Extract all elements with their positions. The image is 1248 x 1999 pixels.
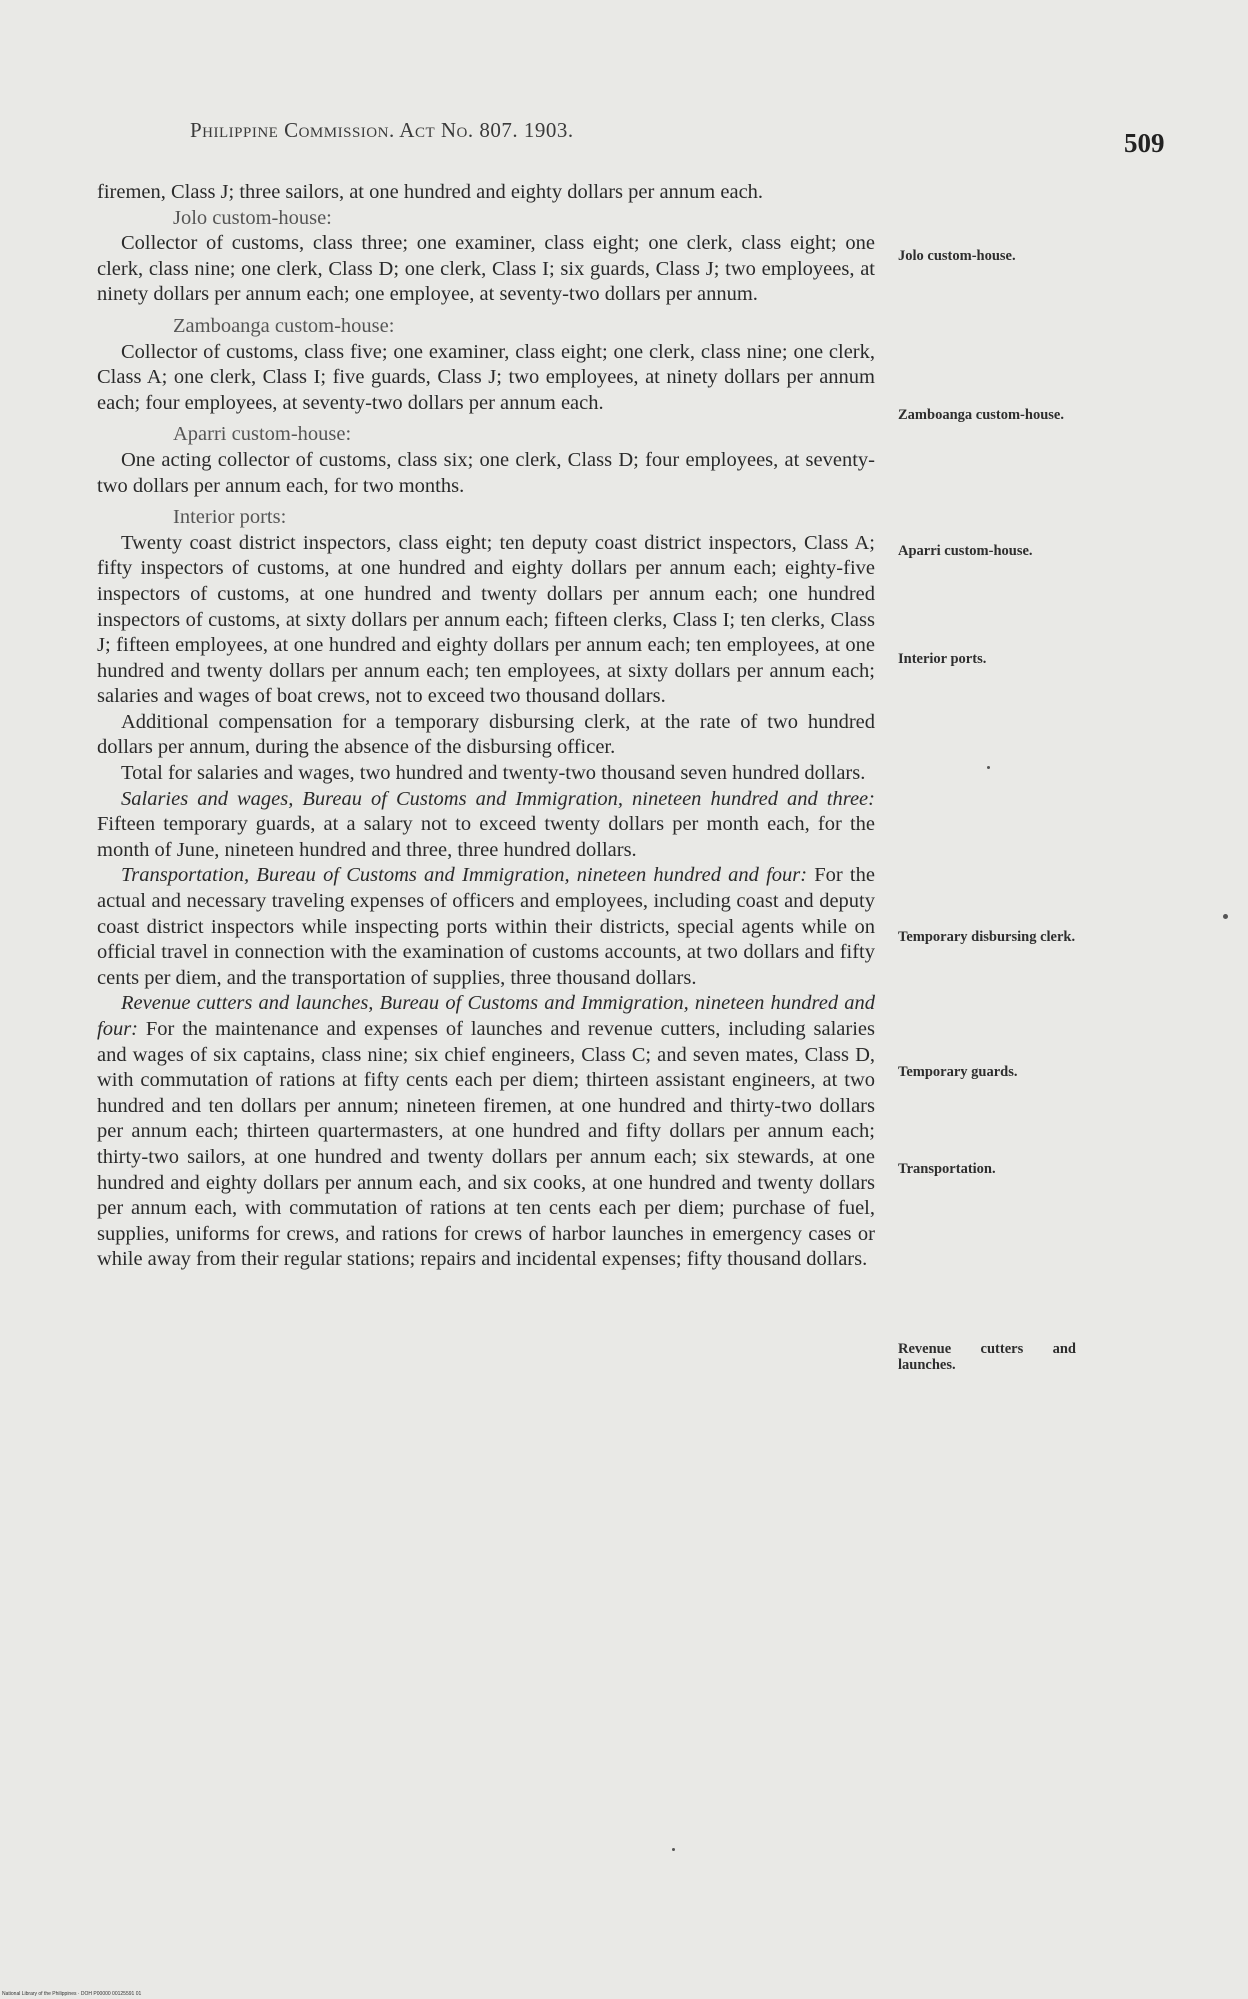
- paragraph-zamboanga: Collector of customs, class five; one examiner, class eight; one clerk, class nine; one clerk, Class A; one clerk, Class I; five guards, Class J; two employees, at ninety dollars per annum each; four employees, at seventy-two dollars per annum each.: [97, 340, 875, 414]
- scan-footer-stamp: National Library of the Philippines · DOH P00000 00125591 01: [2, 1991, 142, 1997]
- heading-jolo: Jolo custom-house:: [173, 206, 332, 229]
- heading-aparri: Aparri custom-house:: [173, 423, 352, 446]
- paragraph-interior-ports: Twenty coast district inspectors, class eight; ten deputy coast district inspectors, Class A; fifty inspectors of customs, at one hundred and eighty dollars per annum each; eighty-five inspectors of customs, at one hundred and twenty dollars per annum each; one hundred inspectors of customs, at sixty dollars per annum each; fifteen clerks, Class I; ten clerks, Class J; fifteen employees, at one hundred and eighty dollars per annum each; ten employees, at one hundred and twenty dollars per annum each; ten employees, at sixty dollars per annum each; salaries and wages of boat crews, not to exceed two thousand dollars.: [97, 531, 875, 708]
- paragraph-total-salaries: Total for salaries and wages, two hundred and twenty-two thousand seven hundred dollars.: [121, 762, 866, 785]
- scan-speck: [987, 766, 990, 769]
- heading-interior-ports: Interior ports:: [173, 506, 287, 529]
- revenue-text: For the maintenance and expenses of launches and revenue cutters, including salaries and wages of six captains, class nine; six chief engineers, Class C; and seven mates, Class D, with commutation of rations at fifty cents each per diem; thirteen assistant engineers, at two hundred and ten dollars per annum; nineteen firemen, at one hundred and thirty-two dollars per annum each; thirteen quartermasters, at one hundred and fifty dollars per annum each; thirty-two sailors, at one hundred and twenty dollars per annum each; six stewards, at one hundred and eighty dollars per annum each, and six cooks, at one hundred and twenty dollars per annum each, with commutation of rations at ten cents each per diem; purchase of fuel, supplies, uniforms for crews, and rations for crews of harbor launches in emergency cases or while away from their regular stations; repairs and incidental expenses; fifty thousand dollars.: [97, 1018, 875, 1271]
- scan-speck: [1223, 914, 1228, 919]
- paragraph-firemen: firemen, Class J; three sailors, at one hundred and eighty dollars per annum each.: [97, 181, 764, 203]
- margin-note-guards: Temporary guards.: [898, 1064, 1018, 1080]
- heading-zamboanga: Zamboanga custom-house:: [173, 314, 395, 337]
- running-head: Philippine Commission. Act No. 807. 1903.: [190, 118, 574, 142]
- margin-note-interior: Interior ports.: [898, 651, 987, 667]
- margin-note-jolo: Jolo custom-house.: [898, 248, 1016, 264]
- guards-heading-italic: Salaries and wages, Bureau of Customs and Immigration, nineteen hundred and three:: [121, 787, 875, 810]
- margin-note-zamboanga: Zamboanga custom-house.: [898, 407, 1064, 423]
- paragraph-jolo: Collector of customs, class three; one examiner, class eight; one clerk, class eight; one clerk, class nine; one clerk, Class D; one clerk, Class I; six guards, Class J; two employees, at ninety dollars per annum each; one employee, at seventy-two dollars per annum.: [97, 232, 875, 306]
- margin-note-disbursing: Temporary disbursing clerk.: [898, 929, 1076, 945]
- paragraph-disbursing-clerk: Additional compensation for a temporary disbursing clerk, at the rate of two hundred dollars per annum, during the absence of the disbursing officer.: [97, 710, 875, 759]
- paragraph-revenue-cutters: [97, 991, 875, 1273]
- margin-note-revenue: Revenue cutters and launches.: [898, 1341, 1076, 1373]
- paragraph-aparri: One acting collector of customs, class six; one clerk, Class D; four employees, at seventy-two dollars per annum each, for two months.: [97, 448, 875, 497]
- paragraph-transportation: [97, 863, 875, 991]
- page-number: 509: [1124, 128, 1165, 158]
- scan-speck: [672, 1848, 675, 1851]
- guards-text: Fifteen temporary guards, at a salary not to exceed twenty dollars per month each, for the month of June, nineteen hundred and three, three hundred dollars.: [97, 813, 875, 861]
- paragraph-temporary-guards: [97, 787, 875, 864]
- margin-note-transportation: Transportation.: [898, 1161, 996, 1177]
- body-text: [97, 180, 875, 1273]
- transport-heading-italic: Transportation, Bureau of Customs and Immigration, nineteen hundred and four:: [121, 864, 808, 887]
- transport-text: For the actual and necessary traveling expenses of officers and employees, including coast and deputy coast district inspectors while inspecting ports within their districts, special agents while on official travel in connection with the examination of customs accounts, at two dollars and fifty cents per diem, and the transportation of supplies, three thousand dollars.: [97, 864, 875, 989]
- margin-note-aparri: Aparri custom-house.: [898, 543, 1033, 559]
- revenue-heading-italic: Revenue cutters and launches, Bureau of Customs and Immigration, nineteen hundred and four:: [97, 992, 875, 1040]
